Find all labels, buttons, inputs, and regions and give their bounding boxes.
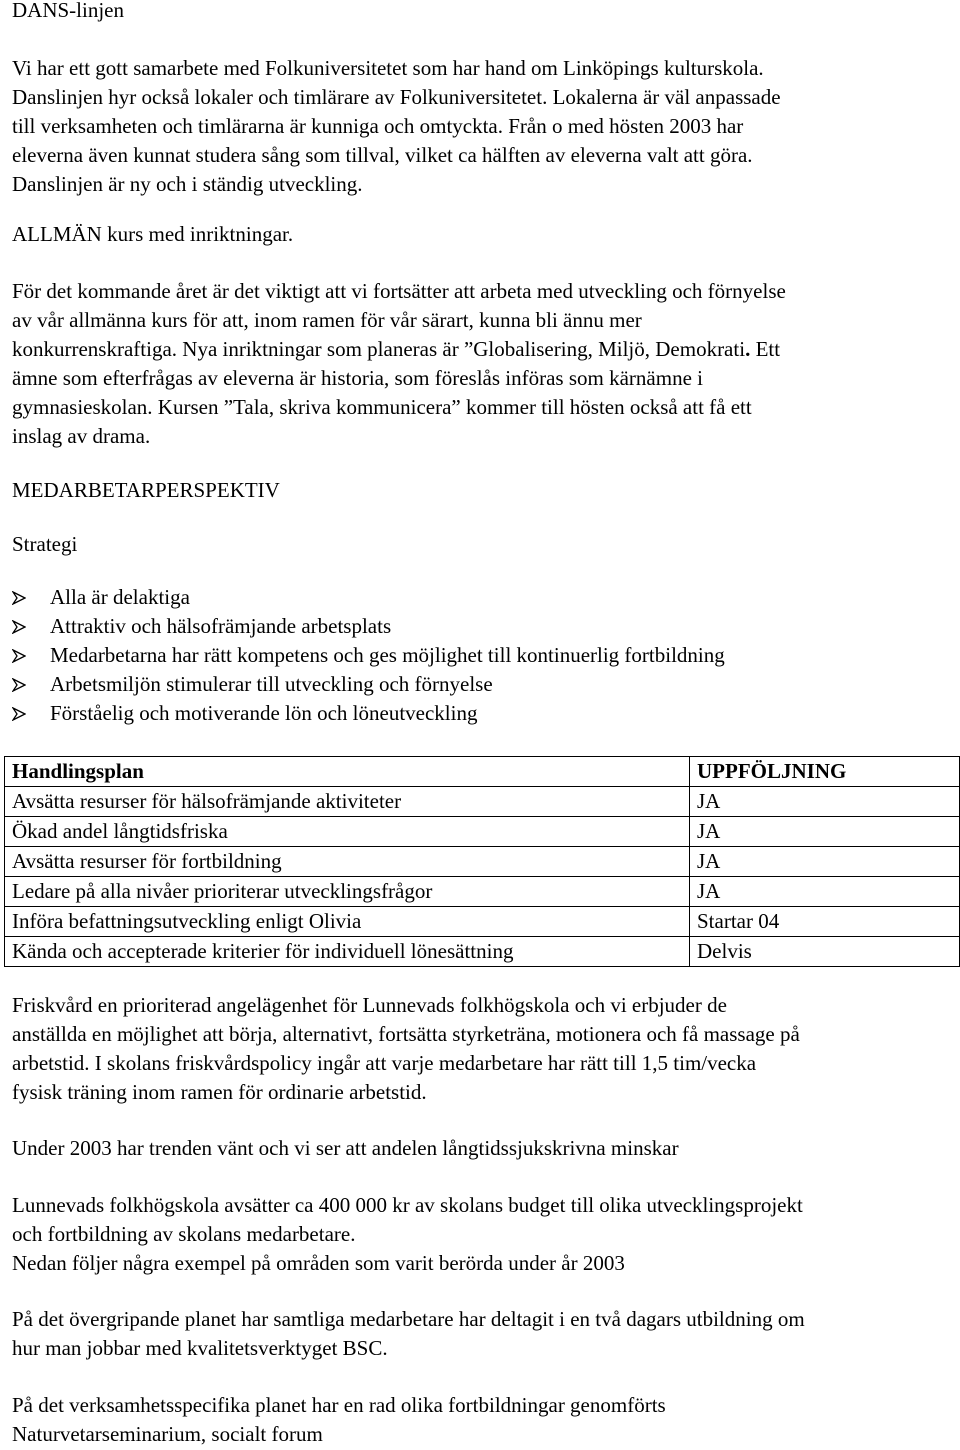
section-title-medarbetarperspektiv: MEDARBETARPERSPEKTIV (12, 478, 280, 502)
friskvard-line: anställda en möjlighet att börja, alternativt, fortsätta styrketräna, motionera och få massage på (12, 1022, 800, 1046)
strategy-title: Strategi (12, 532, 78, 556)
table-cell-status: JA (690, 787, 960, 817)
allman-paragraph (12, 277, 952, 451)
arrow-bullet-icon (12, 649, 26, 663)
table-row (5, 907, 960, 937)
verksamhet-line: Naturvetarseminarium, socialt forum (12, 1422, 323, 1446)
handlingsplan-table (4, 756, 960, 967)
allman-line-text: konkurrenskraftiga. Nya inriktningar som planeras är ”Globalisering, Miljö, Demokrati (12, 337, 746, 361)
table-cell-action: Kända och accepterade kriterier för individuell lönesättning (5, 937, 690, 967)
dans-line: till verksamheten och timlärarna är kunniga och omtyckta. Från o med hösten 2003 har (12, 114, 744, 138)
table-row (5, 847, 960, 877)
strategy-item (12, 641, 952, 670)
allman-line: För det kommande året är det viktigt att vi fortsätter att arbeta med utveckling och förnyelse (12, 279, 786, 303)
allman-line: inslag av drama. (12, 424, 151, 448)
table-row (5, 787, 960, 817)
table-cell-action: Ökad andel långtidsfriska (5, 817, 690, 847)
allman-line (12, 335, 952, 364)
verksamhet-paragraph (12, 1391, 952, 1449)
allman-title: ALLMÄN kurs med inriktningar. (12, 222, 294, 246)
dans-paragraph (12, 54, 952, 199)
allman-line: av vår allmänna kurs för att, inom ramen för vår särart, kunna bli ännu mer (12, 308, 642, 332)
strategy-item (12, 583, 952, 612)
budget-paragraph (12, 1191, 952, 1278)
dans-line: Vi har ett gott samarbete med Folkuniversitetet som har hand om Linköpings kulturskola. (12, 56, 764, 80)
allman-line-text: Ett (750, 337, 781, 361)
arrow-bullet-icon (12, 707, 26, 721)
table-cell-action: Ledare på alla nivåer prioriterar utvecklingsfrågor (5, 877, 690, 907)
arrow-bullet-icon (12, 591, 26, 605)
dans-line: Danslinjen hyr också lokaler och timlärare av Folkuniversitetet. Lokalerna är väl anpassade (12, 85, 781, 109)
overgripande-paragraph (12, 1305, 952, 1363)
table-cell-status: Delvis (690, 937, 960, 967)
table-row (5, 877, 960, 907)
strategy-item-label: Alla är delaktiga (50, 585, 190, 609)
arrow-bullet-icon (12, 620, 26, 634)
table-header-row (5, 757, 960, 787)
allman-line: gymnasieskolan. Kursen ”Tala, skriva kommunicera” kommer till hösten också att få ett (12, 395, 752, 419)
friskvard-line: Friskvård en prioriterad angelägenhet för Lunnevads folkhögskola och vi erbjuder de (12, 993, 727, 1017)
dans-line: eleverna även kunnat studera sång som tillval, vilket ca hälften av eleverna valt att göra. (12, 143, 753, 167)
header-uppfoljning: UPPFÖLJNING (690, 757, 960, 787)
strategy-item (12, 612, 952, 641)
trend-paragraph: Under 2003 har trenden vänt och vi ser att andelen långtidssjukskrivna minskar (12, 1136, 679, 1160)
strategy-list (12, 583, 952, 728)
table-cell-status: JA (690, 817, 960, 847)
overgripande-line: hur man jobbar med kvalitetsverktyget BSC. (12, 1336, 388, 1360)
strategy-item-label: Attraktiv och hälsofrämjande arbetsplats (50, 614, 392, 638)
overgripande-line: På det övergripande planet har samtliga medarbetare har deltagit i en två dagars utbildning om (12, 1307, 805, 1331)
strategy-item-label: Arbetsmiljön stimulerar till utveckling och förnyelse (50, 672, 493, 696)
arrow-bullet-icon (12, 678, 26, 692)
budget-line: och fortbildning av skolans medarbetare. (12, 1222, 356, 1246)
table-cell-status: JA (690, 847, 960, 877)
dans-line: Danslinjen är ny och i ständig utveckling. (12, 172, 363, 196)
strategy-item (12, 699, 952, 728)
strategy-item-label: Förståelig och motiverande lön och löneutveckling (50, 701, 478, 725)
allman-bold-period: . (745, 337, 751, 361)
budget-line: Lunnevads folkhögskola avsätter ca 400 000 kr av skolans budget till olika utvecklingsprojekt (12, 1193, 803, 1217)
header-handlingsplan: Handlingsplan (5, 757, 690, 787)
friskvard-paragraph (12, 991, 952, 1107)
table-row (5, 937, 960, 967)
strategy-item-label: Medarbetarna har rätt kompetens och ges möjlighet till kontinuerlig fortbildning (50, 643, 725, 667)
table-row (5, 817, 960, 847)
table-cell-action: Införa befattningsutveckling enligt Olivia (5, 907, 690, 937)
verksamhet-line: På det verksamhetsspecifika planet har en rad olika fortbildningar genomförts (12, 1393, 666, 1417)
strategy-item (12, 670, 952, 699)
table-cell-status: Startar 04 (690, 907, 960, 937)
table-cell-action: Avsätta resurser för fortbildning (5, 847, 690, 877)
table-cell-action: Avsätta resurser för hälsofrämjande aktiviteter (5, 787, 690, 817)
allman-line: ämne som efterfrågas av eleverna är historia, som föreslås införas som kärnämne i (12, 366, 703, 390)
table-cell-status: JA (690, 877, 960, 907)
friskvard-line: fysisk träning inom ramen för ordinarie arbetstid. (12, 1080, 427, 1104)
heading-dans-linjen: DANS-linjen (12, 0, 124, 22)
friskvard-line: arbetstid. I skolans friskvårdspolicy ingår att varje medarbetare har rätt till 1,5 tim/vecka (12, 1051, 757, 1075)
budget-line: Nedan följer några exempel på områden som varit berörda under år 2003 (12, 1251, 625, 1275)
